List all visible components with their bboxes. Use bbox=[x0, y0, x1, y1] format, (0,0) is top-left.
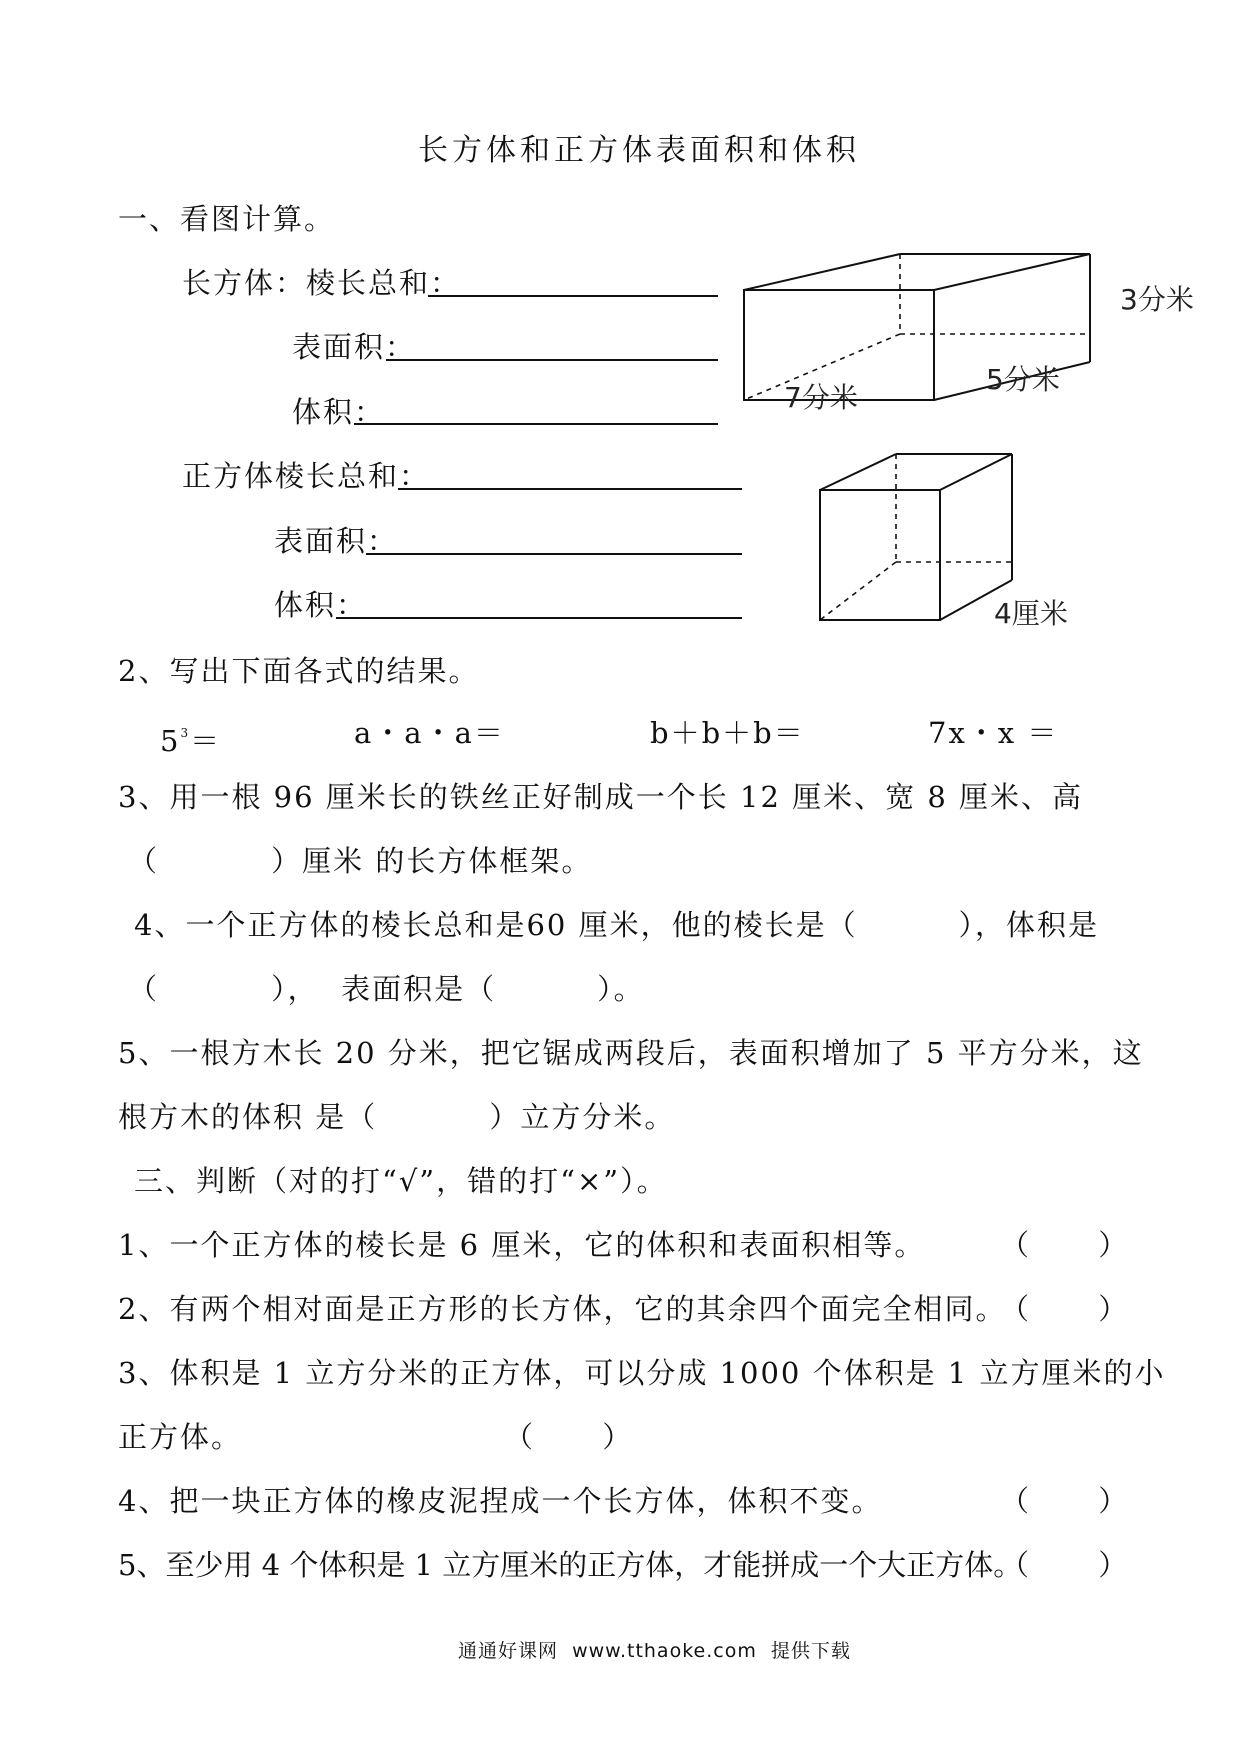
cube-edge-sum-blank[interactable] bbox=[398, 488, 742, 490]
q4-line2: （ ）， 表面积是（ ）。 bbox=[128, 972, 645, 1006]
cuboid-edge-sum-label: 长方体：棱长总和： bbox=[182, 266, 462, 300]
judge-item-2: 2、有两个相对面是正方形的长方体，它的其余四个面完全相同。 bbox=[118, 1292, 1007, 1326]
q2-expr-b: b＋b＋b＝ bbox=[650, 716, 805, 750]
judge-bracket-5[interactable]: （ ） bbox=[1000, 1548, 1130, 1582]
cube-edge-label: 4厘米 bbox=[994, 597, 1068, 630]
cube-surface-blank[interactable] bbox=[366, 553, 742, 555]
q2-text: 2、写出下面各式的结果。 bbox=[118, 654, 480, 688]
judge-item-5: 5、至少用 4 个体积是 1 立方厘米的正方体，才能拼成一个大正方体。 bbox=[118, 1548, 1023, 1582]
judge-bracket-1[interactable]: （ ） bbox=[1000, 1228, 1130, 1262]
section1-heading: 一、看图计算。 bbox=[118, 202, 336, 236]
cube-edge-sum-label: 正方体棱长总和： bbox=[182, 459, 431, 493]
section3-heading: 三、判断（对的打“√”，错的打“×”）。 bbox=[134, 1164, 668, 1198]
judge-item-3-cont: 正方体。 bbox=[118, 1420, 243, 1454]
judge-item-1: 1、一个正方体的棱长是 6 厘米，它的体积和表面积相等。 bbox=[118, 1228, 926, 1262]
judge-bracket-4[interactable]: （ ） bbox=[1000, 1484, 1130, 1518]
cuboid-height-label: 3分米 bbox=[1120, 283, 1194, 316]
judge-item-4: 4、把一块正方体的橡皮泥捏成一个长方体，体积不变。 bbox=[118, 1484, 883, 1518]
cube-volume-blank[interactable] bbox=[336, 617, 742, 619]
cuboid-length-label: 7分米 bbox=[784, 381, 858, 414]
judge-bracket-2[interactable]: （ ） bbox=[1000, 1292, 1130, 1326]
q2-power-equals: ＝ bbox=[190, 724, 222, 758]
cuboid-volume-label: 体积： bbox=[292, 395, 386, 429]
q2-power-exponent: 3 bbox=[180, 726, 191, 740]
cuboid-surface-label: 表面积： bbox=[292, 330, 417, 364]
footer: 通通好课网 www.tthaoke.com 提供下载 bbox=[458, 1640, 851, 1662]
q2-expr-x: 7x・x ＝ bbox=[928, 716, 1059, 750]
q4-line1: 4、一个正方体的棱长总和是60 厘米，他的棱长是（ ），体积是 bbox=[134, 908, 1100, 942]
q2-power-base: 5 bbox=[160, 724, 181, 758]
q3-line1: 3、用一根 96 厘米长的铁丝正好制成一个长 12 厘米、宽 8 厘米、高 bbox=[118, 780, 1084, 814]
q2-expr-power bbox=[160, 716, 221, 758]
cuboid-surface-blank[interactable] bbox=[386, 359, 718, 361]
cube-volume-label: 体积： bbox=[274, 588, 368, 622]
cuboid-width-label: 5分米 bbox=[986, 363, 1060, 396]
q5-line2: 根方木的体积 是（ ）立方分米。 bbox=[118, 1100, 676, 1134]
page-title: 长方体和正方体表面积和体积 bbox=[418, 133, 860, 168]
cuboid-edge-sum-blank[interactable] bbox=[428, 295, 718, 297]
cube-surface-label: 表面积： bbox=[274, 524, 399, 558]
q3-line2: （ ）厘米 的长方体框架。 bbox=[128, 844, 593, 878]
cuboid-volume-blank[interactable] bbox=[354, 423, 718, 425]
judge-bracket-3[interactable]: （ ） bbox=[504, 1420, 634, 1454]
q2-expr-a: a・a・a＝ bbox=[354, 716, 505, 750]
judge-item-3: 3、体积是 1 立方分米的正方体，可以分成 1000 个体积是 1 立方厘米的小 bbox=[118, 1356, 1166, 1390]
q5-line1: 5、一根方木长 20 分米，把它锯成两段后，表面积增加了 5 平方分米，这 bbox=[118, 1036, 1144, 1070]
